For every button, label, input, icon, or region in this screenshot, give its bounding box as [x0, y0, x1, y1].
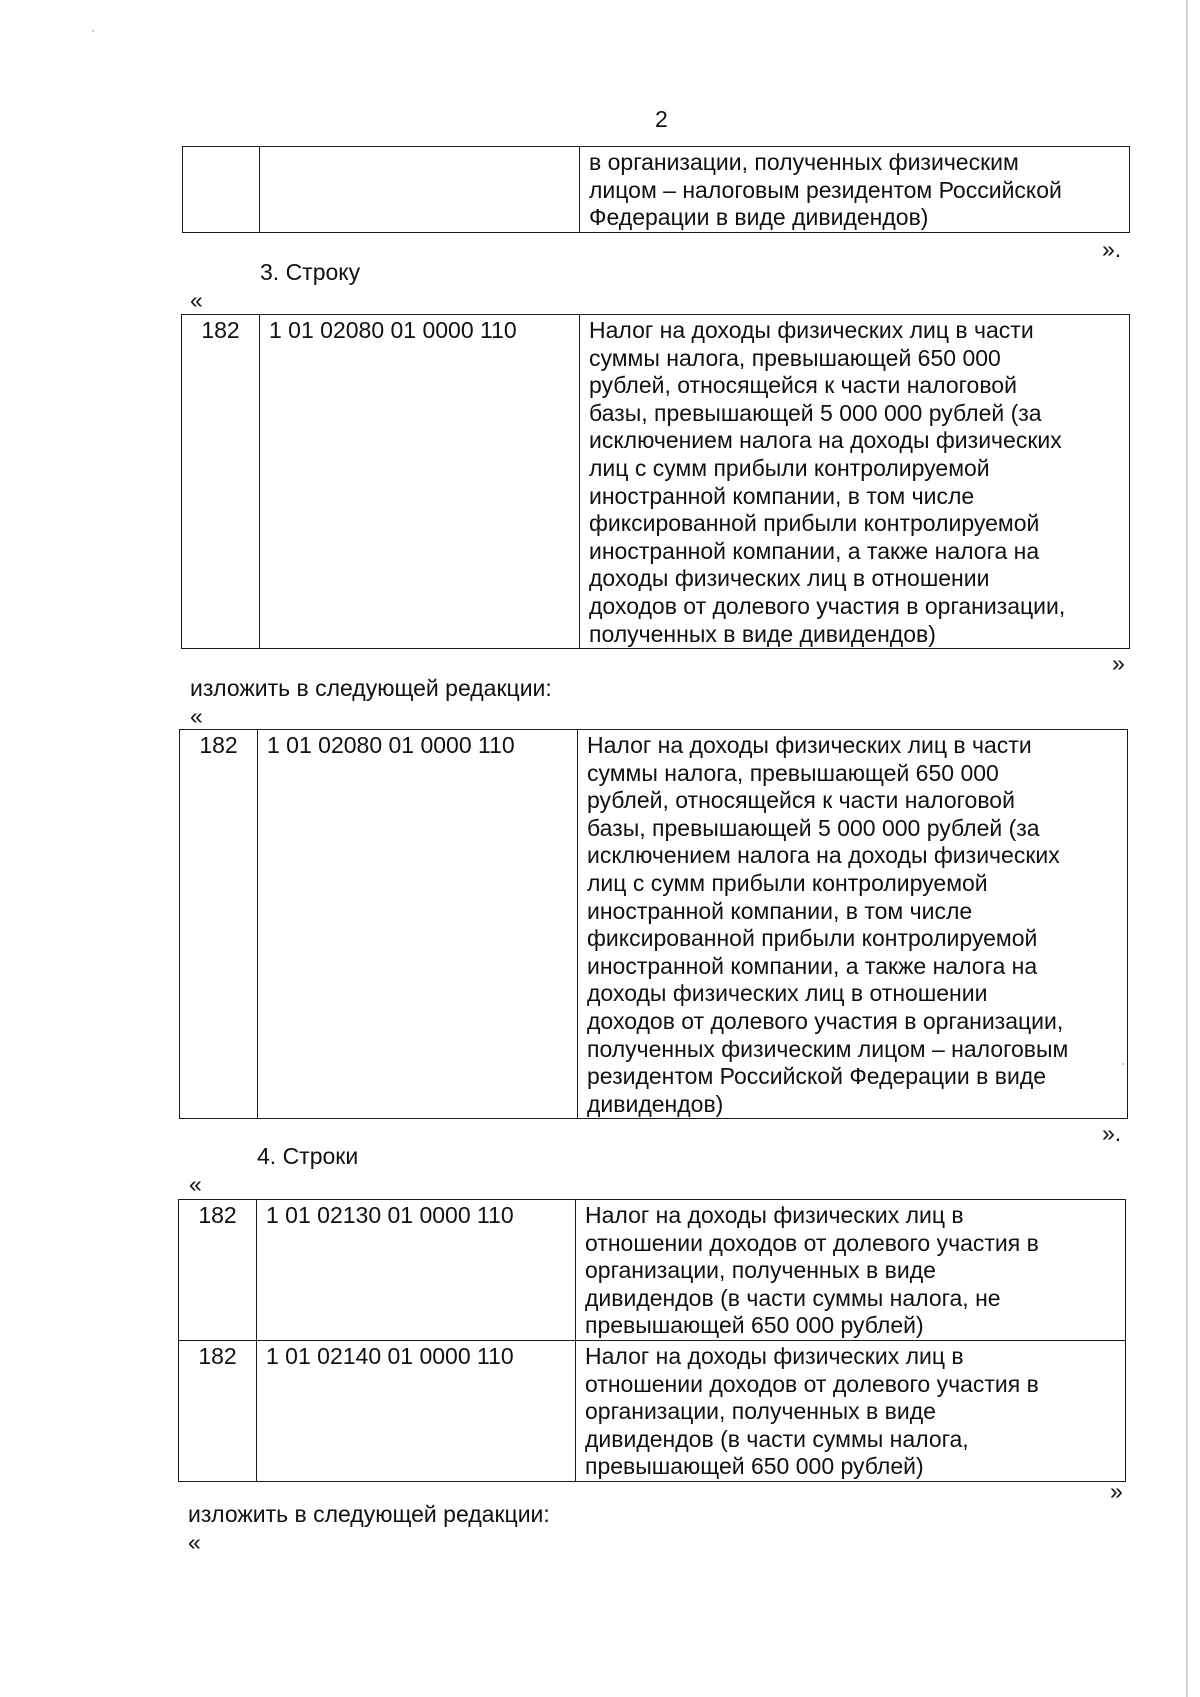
opening-quote: «	[189, 1171, 202, 1197]
section-heading-3: 3. Строку	[260, 259, 361, 285]
budget-code-cell: 182	[182, 315, 260, 649]
opening-quote: «	[188, 1529, 201, 1555]
description-cell: Налог на доходы физических лиц в отношении доходов от долевого участия в организации, полученных в виде дивидендов (в части суммы налога, не превышающей 650 000 рублей)	[576, 1200, 1126, 1341]
amendment-phrase: изложить в следующей редакции:	[188, 1501, 550, 1527]
description-cell: Налог на доходы физических лиц в части суммы налога, превышающей 650 000 рублей, относящейся к части налоговой базы, превышающей 5 000 000 рублей (за исключением налога на доходы физических лиц с сумм прибыли контролируемой иностранной компании, в том числе фиксированной прибыли контролируемой иностранной компании, а также налога на доходы физических лиц в отношении доходов от долевого участия в организации, полученных в виде дивидендов)	[580, 315, 1130, 649]
table-row	[180, 730, 1128, 1119]
description-cell: в организации, полученных физическим лицом – налоговым резидентом Российской Федерации в виде дивидендов)	[580, 147, 1130, 233]
kbk-cell: 1 01 02130 01 0000 110	[257, 1200, 576, 1341]
table-rows-to-replace	[178, 1199, 1126, 1482]
closing-quote: »	[1110, 1478, 1123, 1504]
description-cell: Налог на доходы физических лиц в отношении доходов от долевого участия в организации, полученных в виде дивидендов (в части суммы налога, превышающей 650 000 рублей)	[576, 1340, 1126, 1481]
page-edge	[1186, 0, 1188, 1697]
kbk-cell: 1 01 02140 01 0000 110	[257, 1340, 576, 1481]
budget-code-cell	[183, 147, 260, 233]
table-row	[179, 1340, 1126, 1481]
opening-quote: «	[190, 287, 203, 313]
budget-code-cell: 182	[179, 1200, 257, 1341]
table-continuation	[182, 146, 1130, 233]
closing-quote: ».	[1102, 236, 1122, 262]
kbk-cell: 1 01 02080 01 0000 110	[258, 730, 578, 1119]
budget-code-cell: 182	[180, 730, 258, 1119]
table-row	[182, 315, 1130, 649]
table-old-wording	[181, 314, 1130, 649]
scan-speck	[92, 30, 94, 32]
table-new-wording	[179, 729, 1128, 1119]
page-number: 2	[655, 106, 668, 132]
closing-quote: ».	[1102, 1120, 1122, 1146]
table-row	[183, 147, 1130, 233]
section-heading-4: 4. Строки	[257, 1143, 359, 1169]
opening-quote: «	[190, 703, 203, 729]
budget-code-cell: 182	[179, 1340, 257, 1481]
kbk-cell: 1 01 02080 01 0000 110	[260, 315, 580, 649]
amendment-phrase: изложить в следующей редакции:	[190, 675, 552, 701]
closing-quote: »	[1112, 650, 1125, 676]
description-cell: Налог на доходы физических лиц в части суммы налога, превышающей 650 000 рублей, относящейся к части налоговой базы, превышающей 5 000 000 рублей (за исключением налога на доходы физических лиц с сумм прибыли контролируемой иностранной компании, в том числе фиксированной прибыли контролируемой иностранной компании, а также налога на доходы физических лиц в отношении доходов от долевого участия в организации, полученных физическим лицом – налоговым резидентом Российской Федерации в виде дивидендов)	[578, 730, 1128, 1119]
kbk-cell	[260, 147, 580, 233]
table-row	[179, 1200, 1126, 1341]
